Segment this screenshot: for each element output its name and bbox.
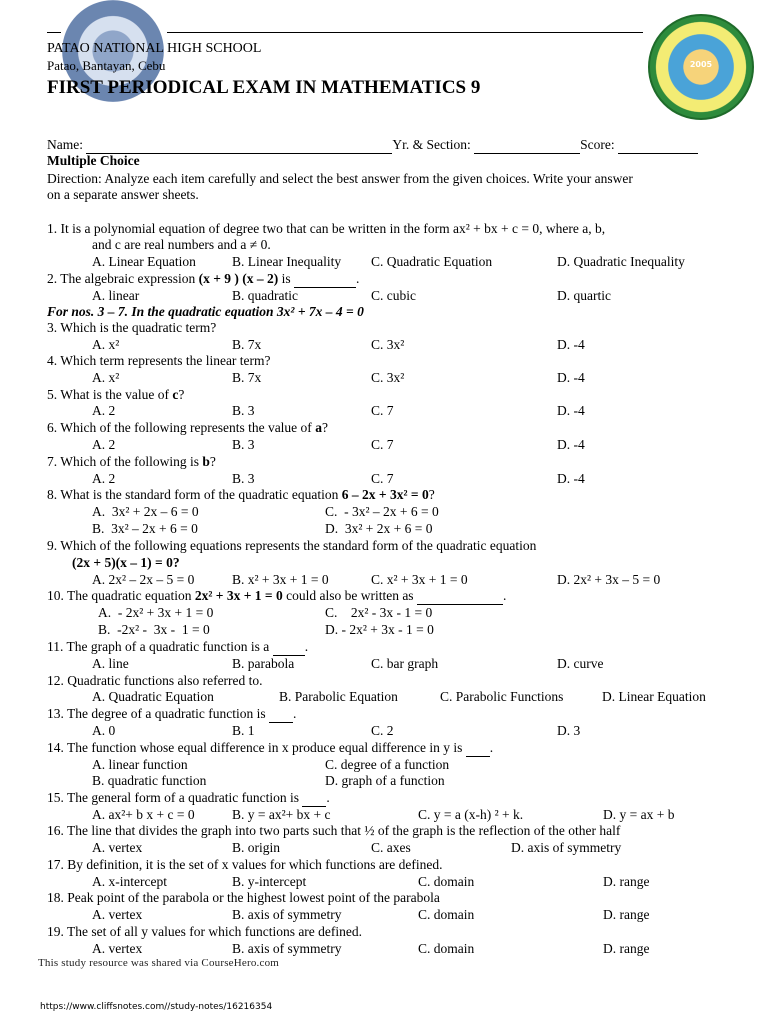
- choice: B. Linear Inequality: [232, 254, 342, 269]
- question-7: 7. Which of the following is b?: [47, 454, 216, 469]
- question-5: 5. What is the value of c?: [47, 387, 185, 402]
- question-3: 3. Which is the quadratic term?: [47, 320, 217, 335]
- choice: A. 2: [92, 403, 116, 418]
- choice: B. 7x: [232, 337, 262, 352]
- question-18: 18. Peak point of the parabola or the highest lowest point of the parabola: [47, 890, 440, 905]
- direction-line-2: on a separate answer sheets.: [47, 187, 199, 202]
- choice: B. 3x² – 2x + 6 = 0: [92, 521, 198, 536]
- choice: B. parabola: [232, 656, 295, 671]
- question-16: 16. The line that divides the graph into two parts such that ½ of the graph is the reflection of the other half: [47, 823, 621, 838]
- choice: B. x² + 3x + 1 = 0: [232, 572, 329, 587]
- direction-line-1: Direction: Analyze each item carefully and select the best answer from the given choices. Write your answer: [47, 171, 633, 186]
- choice: B. -2x² - 3x - 1 = 0: [98, 622, 210, 637]
- form-row: [47, 137, 698, 154]
- question-12: 12. Quadratic functions also referred to.: [47, 673, 263, 688]
- school-name: PATAO NATIONAL HIGH SCHOOL: [47, 41, 262, 56]
- choice: B. Parabolic Equation: [279, 689, 398, 704]
- choice: D. range: [603, 941, 650, 956]
- choice: D. - 2x² + 3x - 1 = 0: [325, 622, 434, 637]
- score-label: Score:: [580, 137, 615, 152]
- choice: A. x-intercept: [92, 874, 167, 889]
- choice: B. 1: [232, 723, 255, 738]
- exam-title: FIRST PERIODICAL EXAM IN MATHEMATICS 9: [47, 77, 481, 98]
- question-2: 2. The algebraic expression (x + 9 ) (x – 2) is .: [47, 271, 360, 286]
- choice: B. quadratic: [232, 288, 298, 303]
- choice: C. Parabolic Functions: [440, 689, 564, 704]
- question-19: 19. The set of all y values for which functions are defined.: [47, 924, 363, 939]
- choice: C. cubic: [371, 288, 416, 303]
- choice: C. bar graph: [371, 656, 439, 671]
- choice: D. graph of a function: [325, 773, 445, 788]
- school-seal-logo: 2005: [648, 14, 754, 120]
- choice: C. 3x²: [371, 370, 405, 385]
- choice: A. 3x² + 2x – 6 = 0: [92, 504, 199, 519]
- choice: A. 2: [92, 437, 116, 452]
- section-blank[interactable]: [474, 137, 580, 154]
- choice: D. y = ax + b: [603, 807, 675, 822]
- choice: B. origin: [232, 840, 281, 855]
- choice: D. 3x² + 2x + 6 = 0: [325, 521, 433, 536]
- question-9: 9. Which of the following equations represents the standard form of the quadratic equation: [47, 538, 537, 553]
- question-11: 11. The graph of a quadratic function is a .: [47, 639, 309, 654]
- choice: C. - 3x² – 2x + 6 = 0: [325, 504, 439, 519]
- choice: D. range: [603, 874, 650, 889]
- choice: C. degree of a function: [325, 757, 450, 772]
- choice: A. linear: [92, 288, 140, 303]
- choice: D. Quadratic Inequality: [557, 254, 685, 269]
- question-6: 6. Which of the following represents the value of a?: [47, 420, 328, 435]
- choice: A. - 2x² + 3x + 1 = 0: [98, 605, 214, 620]
- choice: C. 7: [371, 437, 394, 452]
- choice: B. axis of symmetry: [232, 907, 342, 922]
- choice: D. -4: [557, 337, 585, 352]
- question-9-cont: (2x + 5)(x – 1) = 0?: [72, 555, 180, 570]
- choice: D. quartic: [557, 288, 611, 303]
- choice: C. 7: [371, 403, 394, 418]
- choice: C. 2: [371, 723, 394, 738]
- question-1: 1. It is a polynomial equation of degree two that can be written in the form ax² + bx + c = 0, where a, b,: [47, 221, 606, 236]
- choice: C. 3x²: [371, 337, 405, 352]
- question-14: 14. The function whose equal difference in x produce equal difference in y is .: [47, 740, 494, 755]
- choice: C. domain: [418, 941, 475, 956]
- header-rule-short: [47, 32, 61, 33]
- choice: A. linear function: [92, 757, 188, 772]
- question-1-cont: and c are real numbers and a ≠ 0.: [92, 237, 271, 252]
- choice: B. 3: [232, 471, 255, 486]
- name-blank[interactable]: [86, 137, 392, 154]
- choice: D. -4: [557, 437, 585, 452]
- choice: B. 3: [232, 403, 255, 418]
- question-8: 8. What is the standard form of the quadratic equation 6 – 2x + 3x² = 0?: [47, 487, 435, 502]
- choice: A. x²: [92, 370, 120, 385]
- question-4: 4. Which term represents the linear term?: [47, 353, 271, 368]
- school-address: Patao, Bantayan, Cebu: [47, 58, 166, 73]
- choice: A. 0: [92, 723, 116, 738]
- choice: C. 7: [371, 471, 394, 486]
- section-heading: Multiple Choice: [47, 153, 140, 168]
- question-15: 15. The general form of a quadratic function is .: [47, 790, 330, 805]
- choice: D. range: [603, 907, 650, 922]
- header-rule-long: [167, 32, 643, 33]
- choice: D. -4: [557, 370, 585, 385]
- choice: B. axis of symmetry: [232, 941, 342, 956]
- choice: D. -4: [557, 403, 585, 418]
- source-url[interactable]: https://www.cliffsnotes.com//study-notes/16216354: [40, 1002, 273, 1012]
- choice: D. -4: [557, 471, 585, 486]
- choice: B. y-intercept: [232, 874, 307, 889]
- choice: B. y = ax²+ bx + c: [232, 807, 331, 822]
- question-17: 17. By definition, it is the set of x values for which functions are defined.: [47, 857, 443, 872]
- choice: B. quadratic function: [92, 773, 207, 788]
- choice: B. 7x: [232, 370, 262, 385]
- choice: A. 2x² – 2x – 5 = 0: [92, 572, 195, 587]
- question-10: 10. The quadratic equation 2x² + 3x + 1 = 0 could also be written as .: [47, 588, 507, 603]
- question-13: 13. The degree of a quadratic function is .: [47, 706, 297, 721]
- choice: A. x²: [92, 337, 120, 352]
- choice: A. 2: [92, 471, 116, 486]
- choice: A. vertex: [92, 907, 143, 922]
- choice: A. ax²+ b x + c = 0: [92, 807, 195, 822]
- choice: D. curve: [557, 656, 604, 671]
- watermark-text: This study resource was shared via CourseHero.com: [38, 957, 280, 969]
- choice: D. 2x² + 3x – 5 = 0: [557, 572, 661, 587]
- choice: A. vertex: [92, 941, 143, 956]
- choice: D. axis of symmetry: [511, 840, 622, 855]
- choice: B. 3: [232, 437, 255, 452]
- choice: C. y = a (x-h) ² + k.: [418, 807, 524, 822]
- name-label: Name:: [47, 137, 83, 152]
- choice: C. x² + 3x + 1 = 0: [371, 572, 468, 587]
- choice: C. axes: [371, 840, 411, 855]
- instruction-3-7: For nos. 3 – 7. In the quadratic equation 3x² + 7x – 4 = 0: [47, 304, 364, 319]
- choice: C. 2x² - 3x - 1 = 0: [325, 605, 433, 620]
- score-blank[interactable]: [618, 137, 698, 154]
- choices-1: A. Linear Equation: [92, 254, 196, 269]
- choice: D. 3: [557, 723, 581, 738]
- choice: D. Linear Equation: [602, 689, 706, 704]
- choice: C. Quadratic Equation: [371, 254, 493, 269]
- choice: A. Quadratic Equation: [92, 689, 214, 704]
- choice: A. line: [92, 656, 129, 671]
- choice: C. domain: [418, 874, 475, 889]
- choice: C. domain: [418, 907, 475, 922]
- choice: A. vertex: [92, 840, 143, 855]
- section-label: Yr. & Section:: [392, 137, 471, 152]
